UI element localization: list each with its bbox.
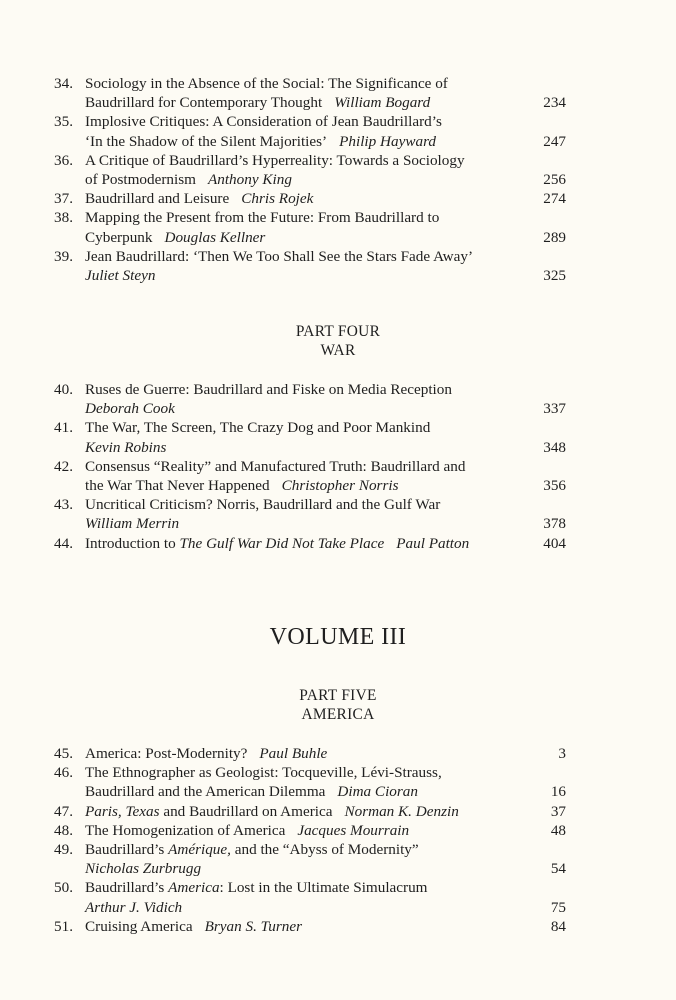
entry-page-number: 404 — [543, 534, 566, 552]
entry-number: 37. — [54, 190, 73, 208]
entry-page-number: 16 — [550, 783, 566, 801]
entry-title-line: Sociology in the Absence of the Social: The Significance of — [85, 75, 448, 92]
entry-title-line: The War, The Screen, The Crazy Dog and Poor Mankind — [85, 419, 431, 437]
entry-page-number: 75 — [550, 898, 566, 916]
part-title: WAR — [320, 342, 356, 359]
entry-page-number: 378 — [543, 515, 566, 533]
entry-page-number: 3 — [558, 745, 566, 762]
entry-author: Dima Cioran — [337, 783, 418, 801]
entry-title-line: A Critique of Baudrillard’s Hyperreality: Towards a Sociology — [85, 151, 465, 169]
toc-entry-46 — [54, 763, 566, 801]
entry-title-line: Cruising America — [85, 917, 193, 935]
toc-entry-51 — [54, 917, 566, 936]
entry-number: 39. — [54, 247, 73, 265]
entry-author: Christopher Norris — [281, 477, 399, 495]
entry-number: 46. — [54, 764, 73, 782]
entry-title-text: : Lost in the Ultimate Simulacrum — [219, 879, 428, 897]
entry-title-line: Baudrillard and the American Dilemma — [85, 783, 326, 801]
entry-title-line: Ruses de Guerre: Baudrillard and Fiske on Media Reception — [85, 381, 452, 398]
part-four-heading — [0, 322, 676, 360]
entry-title-text: Introduction to — [85, 534, 176, 552]
toc-entry-44 — [54, 534, 566, 553]
entry-number: 47. — [54, 802, 73, 820]
entry-title-line: the War That Never Happened — [85, 477, 270, 495]
entry-title-text: and the “Abyss of Modernity” — [234, 841, 419, 859]
entry-number: 38. — [54, 209, 73, 227]
entry-number: 45. — [54, 745, 73, 762]
entry-author: William Merrin — [85, 515, 180, 533]
entry-author: Philip Hayward — [339, 132, 437, 150]
toc-entry-35 — [54, 112, 566, 150]
entry-page-number: 247 — [543, 132, 566, 150]
entry-number: 44. — [54, 534, 73, 552]
entry-title-line: Jean Baudrillard: ‘Then We Too Shall See the Stars Fade Away’ — [85, 247, 474, 265]
entry-number: 43. — [54, 496, 73, 514]
entry-page-number: 325 — [543, 267, 566, 285]
entry-title-line: Cyberpunk — [85, 228, 153, 246]
entry-title-text: Baudrillard’s — [85, 841, 165, 859]
entry-number: 51. — [54, 917, 73, 935]
entry-number: 36. — [54, 151, 73, 169]
toc-entry-48 — [54, 821, 566, 840]
entry-title-line: Baudrillard and Leisure — [85, 190, 230, 208]
toc-entry-45 — [54, 744, 566, 763]
entry-author: Jacques Mourrain — [297, 821, 410, 839]
toc-entry-43 — [54, 495, 566, 533]
entry-author: Norman K. Denzin — [344, 802, 459, 820]
toc-section-part-three-continued — [54, 74, 566, 285]
entry-title-italic: The Gulf War Did Not Take Place — [179, 534, 385, 552]
entry-author: Paul Patton — [396, 534, 470, 552]
entry-author: William Bogard — [334, 94, 431, 112]
entry-author: Juliet Steyn — [85, 267, 156, 285]
entry-title-line: Uncritical Criticism? Norris, Baudrillard and the Gulf War — [85, 496, 441, 514]
entry-number: 35. — [54, 113, 73, 131]
toc-entry-40 — [54, 380, 566, 418]
entry-page-number: 289 — [543, 228, 566, 246]
entry-title-italic: Paris, Texas — [85, 802, 160, 820]
entry-author: Nicholas Zurbrugg — [85, 860, 202, 878]
toc-entry-36 — [54, 151, 566, 189]
entry-author: Kevin Robins — [85, 438, 167, 456]
toc-entry-50 — [54, 878, 566, 916]
toc-entry-47 — [54, 802, 566, 821]
entry-title-text: Baudrillard’s — [85, 879, 165, 897]
entry-number: 42. — [54, 457, 73, 475]
entry-page-number: 274 — [543, 190, 566, 208]
part-label: PART FOUR — [295, 323, 381, 340]
toc-entry-49 — [54, 840, 566, 878]
entry-author: Douglas Kellner — [164, 228, 266, 246]
part-title: AMERICA — [301, 706, 375, 723]
toc-entry-34 — [54, 74, 566, 112]
entry-page-number: 84 — [550, 917, 566, 935]
entry-title-line: America: Post-Modernity? — [85, 745, 248, 762]
entry-page-number: 256 — [543, 171, 566, 189]
entry-page-number: 348 — [543, 438, 566, 456]
part-five-heading — [0, 686, 676, 724]
entry-page-number: 234 — [543, 94, 566, 112]
entry-page-number: 356 — [543, 477, 566, 495]
entry-title-line: ‘In the Shadow of the Silent Majorities’ — [85, 132, 328, 150]
entry-number: 48. — [54, 821, 73, 839]
entry-title-line: Consensus “Reality” and Manufactured Truth: Baudrillard and — [85, 457, 466, 475]
toc-entry-41 — [54, 418, 566, 456]
entry-author: Anthony King — [207, 171, 292, 189]
entry-author: Deborah Cook — [85, 400, 175, 418]
entry-title-line: of Postmodernism — [85, 171, 196, 189]
toc-entry-39 — [54, 247, 566, 285]
entry-page-number: 337 — [543, 400, 566, 418]
toc-entry-42 — [54, 457, 566, 495]
entry-number: 50. — [54, 879, 73, 897]
entry-author: Paul Buhle — [259, 745, 328, 762]
toc-section-part-four — [54, 380, 566, 553]
entry-number: 49. — [54, 841, 73, 859]
entry-title-line: Implosive Critiques: A Consideration of Jean Baudrillard’s — [85, 113, 442, 131]
toc-entry-37 — [54, 189, 566, 208]
entry-title-line: The Ethnographer as Geologist: Tocqueville, Lévi-Strauss, — [85, 764, 442, 782]
entry-number: 41. — [54, 419, 73, 437]
entry-author: Chris Rojek — [241, 190, 314, 208]
entry-author: Bryan S. Turner — [204, 917, 303, 935]
entry-number: 40. — [54, 381, 73, 398]
part-label: PART FIVE — [299, 687, 377, 704]
entry-author: Arthur J. Vidich — [85, 898, 183, 916]
entry-page-number: 48 — [550, 821, 566, 839]
entry-title-line: Mapping the Present from the Future: From Baudrillard to — [85, 209, 440, 227]
toc-entry-38 — [54, 208, 566, 246]
entry-title-line: Baudrillard for Contemporary Thought — [85, 94, 323, 112]
volume-heading: VOLUME III — [269, 624, 407, 650]
entry-title-italic: America — [168, 879, 220, 897]
entry-number: 34. — [54, 75, 73, 92]
entry-page-number: 54 — [550, 860, 566, 878]
entry-title-text: and Baudrillard on America — [163, 802, 333, 820]
entry-page-number: 37 — [550, 802, 566, 820]
entry-title-italic: Amérique, — [168, 841, 231, 859]
entry-title-line: The Homogenization of America — [85, 821, 286, 839]
toc-section-part-five — [54, 744, 566, 936]
